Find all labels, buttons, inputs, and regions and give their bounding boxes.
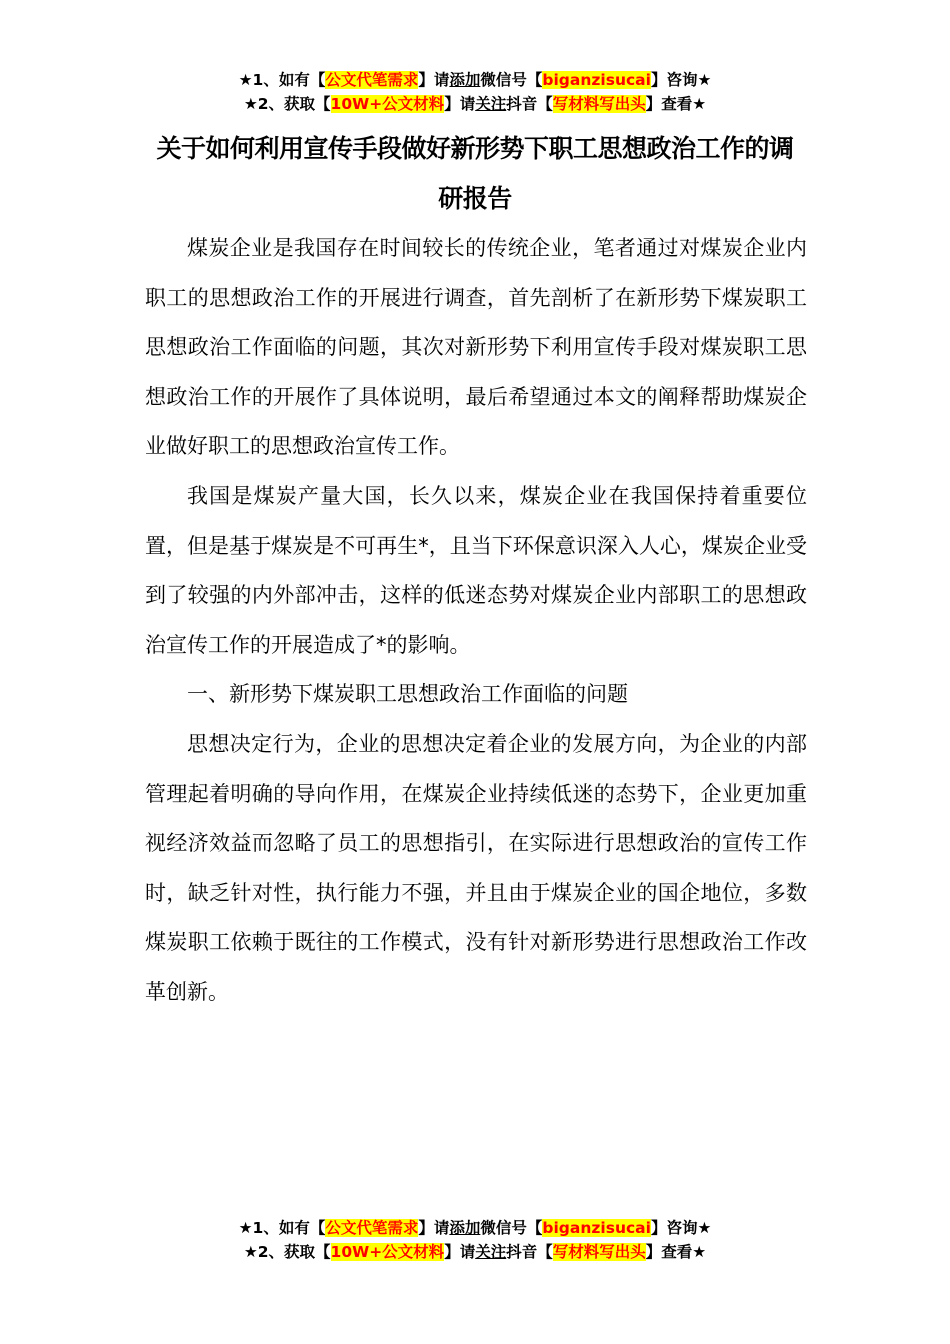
banner-line-1 xyxy=(0,68,950,92)
banner-line-2 xyxy=(0,92,950,116)
banner-text: 】请 xyxy=(418,1219,450,1237)
underlined-text: 添加 xyxy=(449,71,481,89)
banner-text: 】请 xyxy=(444,1243,476,1261)
banner-text: ★1、如有【 xyxy=(238,71,326,89)
banner-text: 】咨询★ xyxy=(650,71,712,89)
footer-banner xyxy=(0,1216,950,1264)
highlight-service: 公文代笔需求 xyxy=(325,71,419,89)
banner-line-2 xyxy=(0,1240,950,1264)
banner-text: 】咨询★ xyxy=(650,1219,712,1237)
paragraph: 我国是煤炭产量大国，长久以来，煤炭企业在我国保持着重要位置，但是基于煤炭是不可再生*，且当下环保意识深入人心，煤炭企业受到了较强的内外部冲击，这样的低迷态势对煤炭企业内部职工的思想政治宣传工作的开展造成了*的影响。 xyxy=(145,483,807,657)
banner-text: 微信号【 xyxy=(480,71,543,89)
highlight-wechat-id: biganzisucai xyxy=(542,71,651,89)
banner-text: 】请 xyxy=(418,71,450,89)
header-banner xyxy=(0,68,950,116)
highlight-service: 公文代笔需求 xyxy=(325,1219,419,1237)
underlined-text: 添加 xyxy=(449,1219,481,1237)
document-title: 关于如何利用宣传手段做好新形势下职工思想政治工作的调研报告 xyxy=(156,134,794,213)
banner-text: 抖音【 xyxy=(506,1243,553,1261)
highlight-douyin-account: 写材料写出头 xyxy=(552,1243,646,1261)
banner-text: 】请 xyxy=(444,95,476,113)
highlight-materials: 10W+公文材料 xyxy=(330,95,445,113)
banner-text: 】查看★ xyxy=(645,1243,707,1261)
highlight-wechat-id: biganzisucai xyxy=(542,1219,651,1237)
highlight-materials: 10W+公文材料 xyxy=(330,1243,445,1261)
underlined-text: 关注 xyxy=(475,1243,507,1261)
banner-text: 抖音【 xyxy=(506,95,553,113)
paragraph: 思想决定行为，企业的思想决定着企业的发展方向，为企业的内部管理起着明确的导向作用，在煤炭企业持续低迷的态势下，企业更加重视经济效益而忽略了员工的思想指引，在实际进行思想政治的宣传工作时，缺乏针对性，执行能力不强，并且由于煤炭企业的国企地位，多数煤炭职工依赖于既往的工作模式，没有针对新形势进行思想政治工作改革创新。 xyxy=(145,731,807,1004)
banner-text: ★2、获取【 xyxy=(243,1243,331,1261)
banner-text: ★1、如有【 xyxy=(238,1219,326,1237)
highlight-douyin-account: 写材料写出头 xyxy=(552,95,646,113)
document-body xyxy=(145,224,807,1018)
section-heading: 一、新形势下煤炭职工思想政治工作面临的问题 xyxy=(187,682,628,707)
banner-text: ★2、获取【 xyxy=(243,95,331,113)
banner-line-1 xyxy=(0,1216,950,1240)
paragraph: 煤炭企业是我国存在时间较长的传统企业，笔者通过对煤炭企业内职工的思想政治工作的开展进行调查，首先剖析了在新形势下煤炭职工思想政治工作面临的问题，其次对新形势下利用宣传手段对煤炭职工思想政治工作的开展作了具体说明，最后希望通过本文的阐释帮助煤炭企业做好职工的思想政治宣传工作。 xyxy=(145,236,807,459)
banner-text: 】查看★ xyxy=(645,95,707,113)
underlined-text: 关注 xyxy=(475,95,507,113)
banner-text: 微信号【 xyxy=(480,1219,543,1237)
